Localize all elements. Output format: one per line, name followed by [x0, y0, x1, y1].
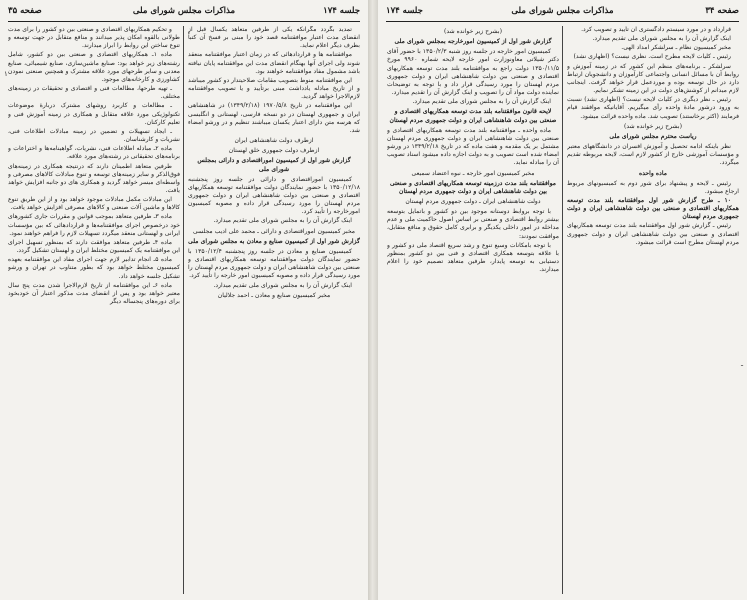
right-column-divider: [562, 26, 563, 594]
right-page-header: [386, 6, 739, 20]
left-margin-mark: ۱: [4, 70, 8, 78]
paragraph: ماده واحده ـ موافقتنامه بلند مدت توسعه همکاریهای اقتصادی و صنعتی بین دولت شاهنشاهی ایران و دولت جمهوری مردم لهستان مشتمل بر یک مقدمه و هفت ماده که در تاریخ ۱۳۴۹/۲/۱۸ در ورشو امضاء شده است تصویب و به دولت اجازه داده میشود اسناد تصویب آن را مبادله نماید.: [387, 126, 559, 167]
paragraph: این موافقتنامه منوط بتصویب مقامات صلاحیتدار دو کشور میباشد و از تاریخ مبادله یادداشت مبنی برتأیید و یا تصویب موافقتنامه لازم‌الاجرا خواهد گردید.: [188, 76, 360, 101]
paragraph: ماده ۵ـ انجام تدابیر لازم جهت اجرای مفاد این موافقتنامه بعهده کمیسیون مختلط خواهد بود که بطور متناوب در تهران و ورشو تشکیل جلسه خواهد داد.: [8, 256, 180, 280]
paragraph: ازطرف دولت جمهوری خلق لهستان: [228, 147, 320, 155]
paragraph: مخبر کمیسیون اموراقتصادی و دارائی ـ محمد علی ادیب مجلسی: [192, 227, 356, 235]
paragraph: ۱۰ ـ طرح گزارش شور اول موافقتنامه بلند مدت توسعه همکاریهای اقتصادی و صنعتی بین دولت شاهنشاهی ایران و دولت جمهوری مردم لهستان: [567, 196, 739, 221]
paragraph: کمیسیون صنایع و معادن در جلسه روز پنجشنبه ۱۳۵۰/۱۲/۴ با حضور نمایندگان دولت موافقتنامه توسعه همکاریهای اقتصادی و صنعتی بین دولت شاهنشاهی ایران و دولت جمهوری مردم لهستان را مورد رسیدگی قرار داده و مصوبه کمیسیون امور خارجه را تأیید کرد.: [188, 247, 360, 280]
paragraph: موافقتنامه بلند مدت درزمینه توسعه همکاریهای اقتصادی و صنعتی بین دولت شاهنشاهی ایران و دولت جمهوری مردم لهستان: [390, 179, 556, 195]
paragraph: ریاست محترم مجلس شورای ملی: [609, 132, 697, 140]
paragraph: رئیس ـ لایحه و پیشنهاد برای شور دوم به کمیسیونهای مربوط ارجاع میشود.: [567, 179, 739, 195]
paragraph: ـ مطالعات و کاربرد روشهای مشترک دربارهٔ موضوعات تکنولوژیکی مورد علاقه متقابل و همکاری در زمینه آموزش فنی و تعلیم کارکنان.: [8, 102, 180, 126]
paragraph: (بشرح زیر خوانده شد): [444, 28, 502, 35]
paragraph: با توجه بروابط دوستانه موجود بین دو کشور و باتمایل بتوسعه بیشتر روابط اقتصادی و صنعتی بر اساس اصول حاکمیت ملی و عدم مداخله در امور داخلی یکدیگر و برابری کامل حقوق و منافع متقابل، موافقت نمودند:: [387, 208, 559, 240]
right-header-session: جلسه ۱۷۴: [386, 6, 423, 16]
paragraph: این مبادلات مکمل مبادلات موجود خواهد بود و از این طریق تنوع کالاها و ماشین آلات صنعتی و کالاهای مصرفی افزایش خواهد یافت.: [8, 196, 180, 212]
paragraph: کمیسیون امور خارجه در جلسه روز شنبه ۱۳۵۰/۲/۳ با حضور آقای دکتر شیلاتی معاونوزارت امور خارجه لایحه شماره ۹۹۶۰ مورخ ۱۳۵۰/۱۱/۵ دولت راجع به موافقتنامه بلند مدت توسعه همکاریهای اقتصادی و صنعتی بین دولت شاهنشاهی ایران و دولت جمهوری مردم لهستان را مورد رسیدگی قرار داد و با توجه به توضیحات نماینده دولت مواد آن را تصویب و اینک گزارش آن را تقدیم میدارد.: [387, 48, 559, 97]
paragraph: اینک گزارش آن را به مجلس شورای ملی تقدیم میدارد.: [592, 35, 731, 43]
paragraph: ماده ۴ـ طرفین متعاهد موافقت دارند که بمنظور تسهیل اجرای این موافقتنامه یک کمیسیون مختلط ایران و لهستان تشکیل گردد.: [8, 238, 180, 255]
paragraph: ماده ۳ـ طرفین متعاهد بموجب قوانین و مقررات جاری کشورهای خود درخصوص اجرای موافقتنامه‌ها و قراردادهائی که بین مؤسسات ایرانی و لهستانی منعقد میگردد تسهیلات لازم را فراهم خواهند نمود.: [8, 213, 180, 237]
paragraph: گزارش شور اول از کمیسیون صنایع و معادن به مجلس شورای ملی: [188, 237, 360, 245]
book-gutter: [368, 0, 378, 600]
paragraph: ـ ایجاد تسهیلات و تضمین در زمینه مبادلات اطلاعات فنی، نشریات و کارشناسان.: [8, 127, 180, 144]
right-margin-mark: ـ: [740, 360, 743, 368]
paragraph: دولت شاهنشاهی ایران ـ دولت جمهوری مردم لهستان: [405, 197, 541, 205]
paragraph: ازطرف دولت شاهنشاهی ایران: [234, 137, 314, 145]
paragraph: طرفین متعاهد اطمینان دارند که درنتیجه همکاری در زمینه‌های فوق‌الذکر و سایر زمینه‌های توسعه و تنوع مبادلات کالاهای مصرفی و واسطه‌ای میسر خواهد گردید و همکاری های دو جانبه افزایش خواهد یافت.: [8, 162, 180, 194]
paragraph: مخبر کمیسیون نظام ـ سرلشکر امداد الهی.: [621, 44, 731, 52]
right-page-column-1: [567, 26, 739, 594]
paragraph: این موافقتنامه در تاریخ ۱۹۷۰/۵/۸ (۱۳۴۹/۲/۱۸) در شاهنشاهی ایران و جمهوری لهستان در دو نسخه فارسی، لهستانی و انگلیسی که هرسه متن دارای اعتبار یکسان میباشند تنظیم و در ورشو امضاء شد.: [188, 102, 360, 134]
paragraph: اینک گزارش آن را به مجلس شورای ملی تقدیم میدارد.: [213, 281, 352, 289]
paragraph: ماده ۱ـ همکاریهای اقتصادی و صنعتی بین دو کشور، شامل رشته‌های زیر خواهد بود: صنایع ماشین‌سازی، صنایع شیمیائی، صنایع معدنی و سایر طرحهای مورد علاقه مشترک و همچنین صنعتی نمودن کشاورزی و کارخانه‌های موجود.: [8, 51, 180, 83]
paragraph: ـ تهیه طرحها، مطالعات فنی و اقتصادی و تحقیقات در زمینه‌های مختلف.: [8, 85, 180, 101]
paragraph: گزارش شور اول از کمیسیون امورخارجه بمجلس شورای ملی: [394, 38, 552, 46]
paragraph: رئیس ـ نظر دیگری در کلیات لایحه نیست؟ (اظهاری نشد) نسبت به ورود درشور مادهٔ واحده رأی میگیریم. آقایانیکه موافقند قیام فرمایند (اکثر برخاستند) تصویب شد. ماده واحده قرائت میشود.: [567, 96, 739, 120]
paragraph: کمیسیون اموراقتصادی و دارائی در جلسه روز پنجشنبه ۱۳۵۰/۱۲/۱۸ با حضور نمایندگان دولت موافقتنامه توسعه همکاریهای اقتصادی و صنعتی بین دولت شاهنشاهی ایران و دولت جمهوری مردم لهستان را مورد رسیدگی قرار داده و مصوبه کمیسیون امورخارجه را تأیید کرد.: [188, 175, 360, 216]
paragraph: ماده واحده: [639, 169, 667, 177]
paragraph: گزارش شور اول از کمیسیون اموراقتصادی و دارائی بمجلس شورای ملی: [197, 157, 351, 173]
left-page-column-1: [188, 26, 360, 594]
paragraph: اینک گزارش آن را به مجلس شورای ملی تقدیم میدارد.: [412, 98, 551, 106]
paragraph: (بشرح زیر خوانده شد): [624, 122, 682, 130]
right-page-column-2: [387, 26, 559, 594]
left-column-divider: [183, 26, 184, 594]
paragraph: سرلشکر ـ برنامه‌های منظم این کشور که در زمینه آموزش و روابط آن با مسائل انسانی واجتماعی کارآموزان و دانشجویان ارتباط دارد در حال توسعه بوده و موردعمل قرار خواهد گرفت. اینجانب لازم میدانم از کوشش‌های دولت در این زمینه تشکر نمایم.: [567, 62, 739, 95]
paragraph: اینک گزارش آن را به مجلس شورای ملی تقدیم میدارد.: [213, 217, 352, 225]
right-header-rule: [386, 21, 739, 22]
left-page-header: [8, 6, 360, 20]
paragraph: لایحه قانون موافقتنامه بلند مدت توسعه همکاریهای اقتصادی و صنعتی بین دولت شاهنشاهی ایران و دولت جمهوری مردم لهستان: [389, 108, 557, 124]
left-header-title: مذاکرات مجلس شورای ملی: [132, 6, 236, 16]
left-header-session: جلسه ۱۷۴: [323, 6, 360, 16]
paragraph: نظر باینکه ادامه تحصیل و آموزش افسران در دانشگاههای معتبر و مؤسسات آموزشی خارج از کشور لازم است، لایحه مربوطه تقدیم میگردد.: [567, 143, 739, 167]
left-page-column-2: [8, 26, 180, 594]
paragraph: قرارداد و در مورد سیستم دادگستری آن تأیید و تصویب کرد.: [581, 26, 731, 33]
paragraph: مخبر کمیسیون امور خارجه ـ نبوه اعتضاد سمیعی: [411, 169, 535, 177]
right-page: [378, 0, 747, 600]
left-header-rule: [8, 21, 360, 22]
left-page: [0, 0, 368, 600]
paragraph: مخبر کمیسیون صنایع و معادن ـ احمد جلالیان: [217, 291, 331, 299]
paragraph: ماده ۶ـ این موافقتنامه از تاریخ لازم‌الاجرا شدن مدت پنج سال معتبر خواهد بود و پس از انقضای مدت مذکور اعتبار آن خودبخود برای دوره‌های پنجساله دیگر: [8, 281, 180, 305]
paragraph: تمدید بگردد مگرآنکه یکی از طرفین متعاهد یکسال قبل از انقضای مدت اعتبار موافقتنامه قصد خود را مبنی بر فسخ آن کتباً بطرف دیگر اعلام نماید.: [188, 26, 360, 50]
paragraph: موافقتنامه ها و قراردادهائی که در زمان اعتبار موافقتنامه منعقد شوند ولی اجرای آنها بهنگام انقضای مدت این موافقتنامه پایان نیافته باشد مشمول مفاد موافقتنامه خواهند بود.: [188, 51, 360, 75]
paragraph: و تحکیم همکاریهای اقتصادی و صنعتی بین دو کشور را برای مدت طولانی بالقوه امکان پذیر میدانند و منافع متقابل در جهت توسعه و تنوع ساختن این روابط را ابراز میدارند.: [8, 26, 180, 50]
paragraph: رئیس ـ گزارش شور اول موافقتنامه بلند مدت توسعه همکاریهای اقتصادی و صنعتی بین دولت شاهنشاهی ایران و دولت جمهوری مردم لهستان مطرح است قرائت میشود.: [567, 222, 739, 246]
paragraph: ماده ۲ـ مبادله اطلاعات فنی، نشریات، گواهینامه‌ها و اختراعات و برنامه‌های تحقیقاتی در رشته‌های مورد علاقه.: [8, 145, 180, 161]
left-header-page-number: صفحه ۳۵: [8, 6, 42, 16]
paragraph: با توجه بامکانات وسیع تنوع و رشد سریع اقتصاد ملی دو کشور و با علاقه بتوسعه همکاری اقتصادی و فنی بین دو کشور بمنظور دستیابی به توسعه پایدار، طرفین متعاهد تصمیم خود را اعلام میدارند.: [387, 241, 559, 274]
right-header-page-number: صفحه ۳۴: [705, 6, 739, 16]
paragraph: رئیس ـ کلیات لایحه مطرح است. نظری نیست؟ (اظهاری نشد): [573, 53, 731, 61]
right-header-title: مذاکرات مجلس شورای ملی: [511, 6, 614, 16]
